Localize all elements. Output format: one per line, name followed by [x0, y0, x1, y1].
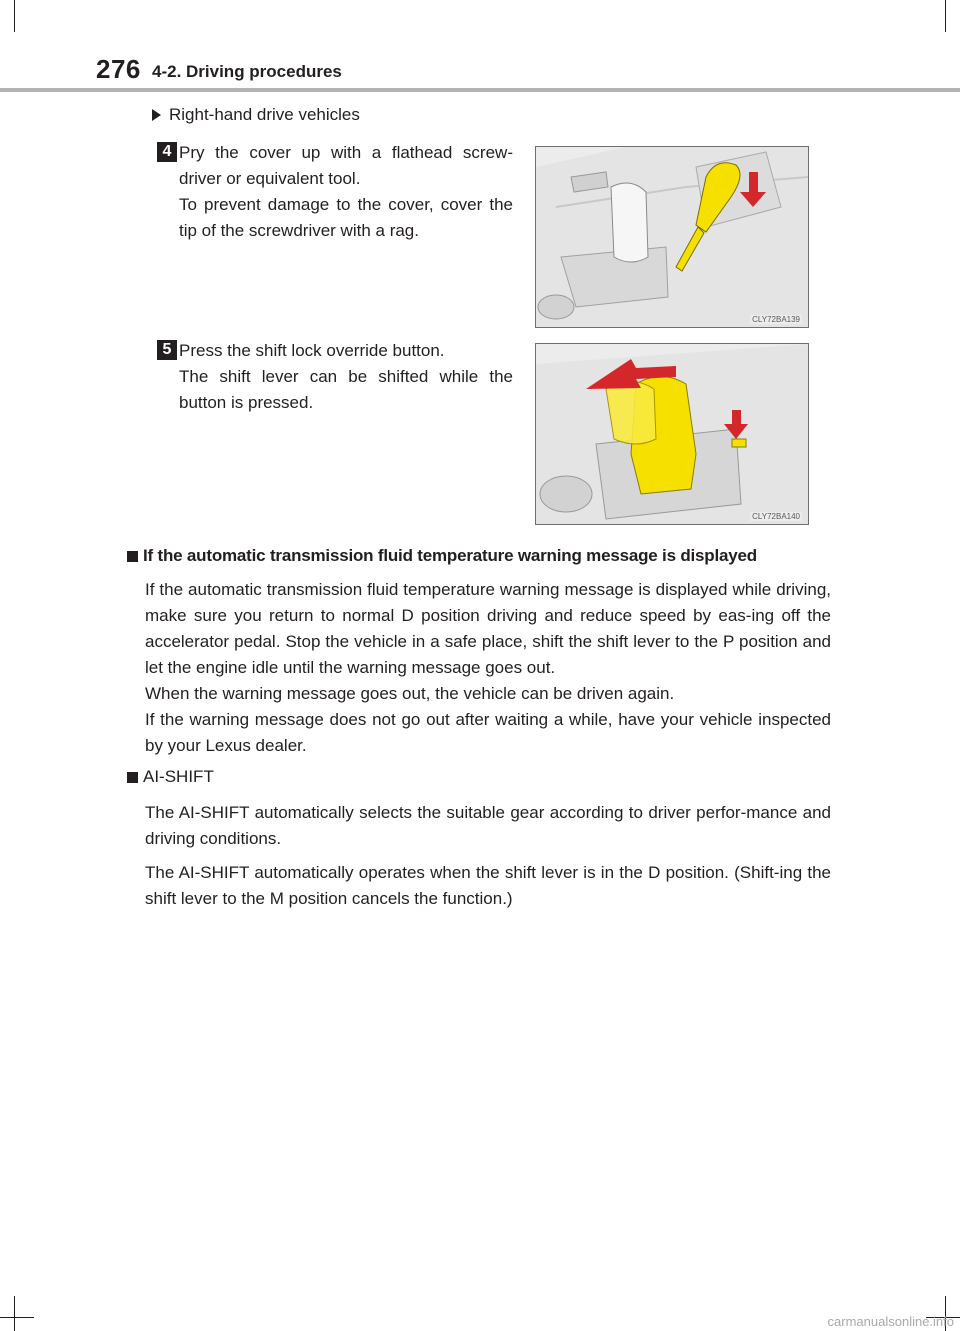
figure-screwdriver-cover [535, 146, 809, 328]
section-heading-ai-shift [127, 767, 214, 787]
step-5-line: Press the shift lock override button. [179, 341, 445, 360]
figure-code: CLY72BA140 [752, 512, 800, 521]
figure-shift-lock-button [535, 343, 809, 525]
section-title: 4-2. Driving procedures [152, 62, 342, 81]
page-header [96, 52, 836, 92]
paragraph: When the warning message goes out, the vehicle can be driven again. [145, 684, 675, 703]
header-rule [0, 88, 960, 92]
section-body-ai-shift [145, 800, 831, 912]
step-4-text [179, 140, 513, 244]
screwdriver-illustration [536, 147, 808, 327]
crop-mark [14, 0, 15, 32]
crop-mark [0, 1317, 34, 1318]
subsection-label [152, 105, 360, 125]
square-bullet-icon [127, 551, 138, 562]
section-heading-text: If the automatic transmission fluid temperature warning message is displayed [143, 546, 757, 565]
section-heading-text: AI-SHIFT [143, 767, 214, 786]
watermark: carmanualsonline.info [827, 1314, 954, 1329]
paragraph: If the automatic transmission fluid temperature warning message is displayed while driving, make sure you return to normal D position driving and reduce speed by eas-ing off the accelerator pedal. Stop the vehicle in a safe place, shift the shift lever to the P position and let the engine idle until the warning message goes out. [145, 580, 831, 677]
step-5-text [179, 338, 513, 416]
override-button-icon [732, 439, 746, 447]
step-4-line: Pry the cover up with a flathead screw-driver or equivalent tool. [179, 143, 513, 188]
step-4-line: To prevent damage to the cover, cover the tip of the screwdriver with a rag. [179, 195, 513, 240]
page-number: 276 [96, 54, 141, 84]
subsection-label-text: Right-hand drive vehicles [169, 105, 360, 124]
crop-mark [14, 1296, 15, 1331]
figure-code: CLY72BA139 [752, 315, 800, 324]
paragraph: The AI-SHIFT automatically operates when the shift lever is in the D position. (Shift-ing the shift lever to the M position cancels the function.) [145, 863, 831, 908]
step-number-4: 4 [157, 142, 177, 162]
square-bullet-icon [127, 772, 138, 783]
section-heading-fluid-temp [127, 546, 757, 566]
paragraph: If the warning message does not go out after waiting a while, have your vehicle inspected by your Lexus dealer. [145, 710, 831, 755]
crop-mark [945, 0, 946, 32]
paragraph: The AI-SHIFT automatically selects the suitable gear according to driver perfor-mance and driving conditions. [145, 803, 831, 848]
shift-lever-illustration [536, 344, 808, 524]
step-5-line: The shift lever can be shifted while the button is pressed. [179, 367, 513, 412]
triangle-bullet-icon [152, 109, 161, 121]
section-body-fluid-temp [145, 577, 831, 759]
step-number-5: 5 [157, 340, 177, 360]
